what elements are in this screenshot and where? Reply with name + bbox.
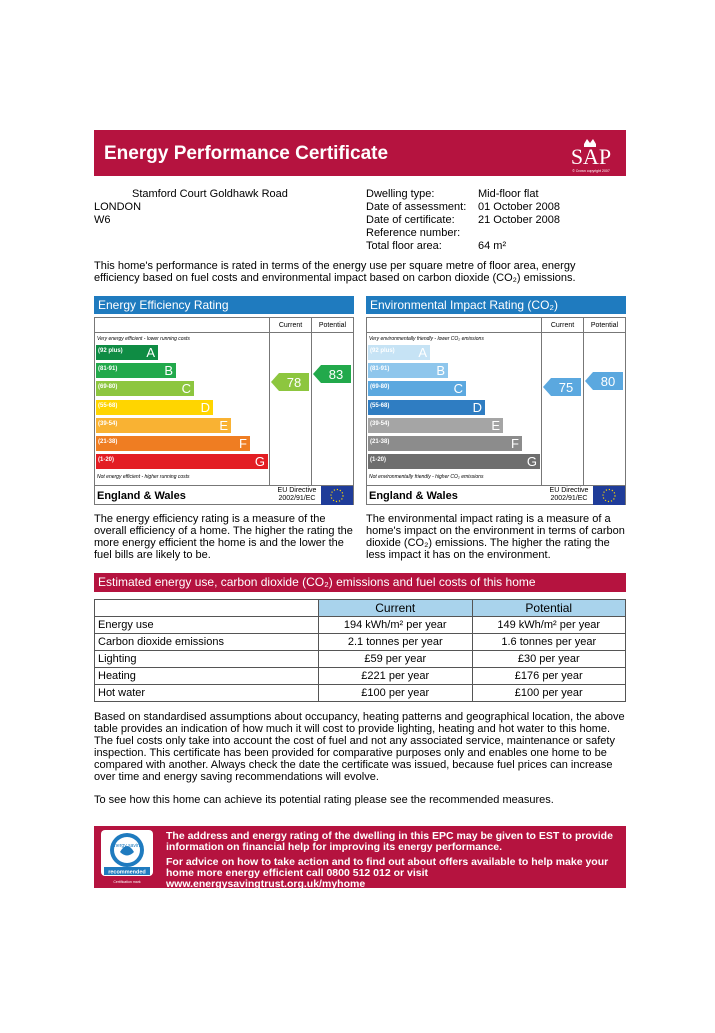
table-header-current: Current [319,600,473,617]
band-range: (92 plus) [98,348,123,354]
environment-potential-value: 80 [600,374,616,389]
est-banner-text-2: For advice on how to take action and to find out about offers available to help make your home more energy efficient call 0800 512 012 or visit www.energysavingtrust.org.uk/myhome [166,856,609,890]
reference-number-label: Reference number: [366,227,461,239]
rating-band-f [368,436,522,451]
rating-band-c [96,381,194,396]
efficiency-panel-title: Energy Efficiency Rating [94,296,354,314]
page-title: Energy Performance Certificate [104,143,389,164]
band-letter: E [491,417,500,433]
floor-area-value: 64 m² [478,240,507,252]
table-row [95,651,626,668]
band-range: (39-54) [98,420,118,427]
row-current: 2.1 tonnes per year [319,634,473,651]
rating-band-b [96,363,176,378]
row-potential: £100 per year [472,685,626,702]
table-row [95,617,626,634]
certificate-date-label: Date of certificate: [366,214,455,226]
intro-text: This home's performance is rated in terms of the energy use per square metre of floor area, energy efficiency based on fuel costs and environmental impact based on carbon dioxide (CO₂) emissions. [94,260,576,284]
divider [583,318,584,486]
address-line-3: W6 [94,214,111,226]
environment-description: The environmental impact rating is a measure of a home's impact on the environment in terms of carbon dioxide (CO₂) emissions. The higher the rating the less impact it has on the environment. [366,513,625,561]
environment-current-marker [543,378,583,401]
rating-band-g [368,454,540,469]
potential-column-header: Potential [590,322,619,329]
assessment-date-label: Date of assessment: [366,201,467,213]
band-range: (81-91) [370,366,390,373]
row-label: Energy use [95,617,319,634]
band-range: (1-20) [370,457,387,464]
band-range: (69-80) [98,384,118,391]
recommended-measures-text: To see how this home can achieve its potential rating please see the recommended measures. [94,794,554,806]
band-letter: C [181,381,191,397]
logo-caption: Certification mark [113,880,141,884]
environment-potential-marker [585,372,625,395]
top-note: Very environmentally friendly - lower CO₂ emissions [369,336,484,342]
assessment-date-value: 01 October 2008 [478,201,560,213]
row-label: Carbon dioxide emissions [95,634,319,651]
table-row [95,668,626,685]
table-row [95,685,626,702]
band-range: (1-20) [98,457,115,464]
floor-area-label: Total floor area: [366,240,442,252]
efficiency-potential-value: 83 [328,367,344,382]
row-current: £59 per year [319,651,473,668]
band-letter: G [254,454,265,470]
est-banner-text-1: The address and energy rating of the dwelling in this EPC may be given to EST to provide information on financial help for improving its energy performance. [166,830,613,853]
efficiency-potential-marker [313,365,353,388]
efficiency-current-value: 78 [286,375,302,390]
top-note: Very energy efficient - lower running costs [97,336,190,342]
energy-saving-recommended-logo [98,828,156,886]
efficiency-panel [94,317,354,505]
environment-band-list [367,318,541,486]
certificate-date-value: 21 October 2008 [478,214,560,226]
row-label: Hot water [95,685,319,702]
row-potential: £176 per year [472,668,626,685]
logo-bottom-text: recommended [108,869,146,876]
row-label: Heating [95,668,319,685]
band-letter: G [526,454,537,470]
rating-band-e [368,418,503,433]
dwelling-type-value: Mid-floor flat [478,188,539,200]
rating-band-a [368,345,430,360]
band-range: (92 plus) [370,348,395,354]
dwelling-type-label: Dwelling type: [366,188,435,200]
estimates-table [94,599,626,702]
divider [269,318,270,486]
band-range: (55-68) [98,402,118,409]
bottom-note: Not environmentally friendly - higher CO₂ emissions [369,474,484,480]
band-letter: B [436,363,445,379]
rating-band-a [96,345,158,360]
environment-panel-title: Environmental Impact Rating (CO₂) [366,296,626,314]
environment-region: England & Wales [369,490,458,502]
band-letter: C [453,381,463,397]
environment-directive: EU Directive 2002/91/EC [549,487,589,502]
eu-flag-icon [321,486,353,505]
current-column-header: Current [278,322,303,329]
row-potential: £30 per year [472,651,626,668]
band-letter: A [146,345,155,360]
band-range: (81-91) [98,366,118,373]
efficiency-band-list [95,318,269,486]
band-letter: D [472,399,482,415]
environment-panel [366,317,626,505]
band-letter: F [511,436,519,451]
divider [311,318,312,486]
logo-top-text: energy saving [111,843,143,849]
address-line-1: Stamford Court Goldhawk Road [132,188,288,200]
efficiency-directive: EU Directive 2002/91/EC [277,487,317,502]
band-letter: B [164,363,173,379]
row-current: £100 per year [319,685,473,702]
rating-band-c [368,381,466,396]
sap-logo-caption: © Crown copyright 2007 [572,169,610,173]
row-current: £221 per year [319,668,473,685]
band-range: (21-38) [98,439,118,445]
rating-band-d [96,400,213,415]
eu-flag-icon [593,486,625,505]
row-potential: 149 kWh/m² per year [472,617,626,634]
estimates-heading: Estimated energy use, carbon dioxide (CO₂) emissions and fuel costs of this home [94,573,626,592]
bottom-note: Not energy efficient - higher running costs [97,474,190,480]
efficiency-current-marker [271,373,311,396]
current-column-header: Current [550,322,575,329]
table-row [95,634,626,651]
efficiency-description: The energy efficiency rating is a measure of the overall efficiency of a home. The higher the rating the more energy efficient the home is and the lower the fuel bills are likely to be. [94,513,353,561]
band-range: (21-38) [370,439,390,445]
address-line-2: LONDON [94,201,142,213]
band-letter: A [418,345,427,360]
band-range: (69-80) [370,384,390,391]
potential-column-header: Potential [318,322,347,329]
band-range: (55-68) [370,402,390,409]
sap-logo-text: SAP [570,144,612,169]
rating-band-g [96,454,268,469]
row-label: Lighting [95,651,319,668]
efficiency-region: England & Wales [97,490,186,502]
row-potential: 1.6 tonnes per year [472,634,626,651]
table-header-row [95,600,626,617]
divider [541,318,542,486]
rating-band-d [368,400,485,415]
rating-band-b [368,363,448,378]
band-letter: E [219,417,228,433]
rating-band-f [96,436,250,451]
row-current: 194 kWh/m² per year [319,617,473,634]
assumptions-text: Based on standardised assumptions about occupancy, heating patterns and geographical location, the above table provides an indication of how much it will cost to provide lighting, heating and hot water to this home. The fuel costs only take into account the cost of fuel and not any associated service, maintenance or safety inspection. This certificate has been provided for comparative purposes only and enables one home to be compared with another. Always check the date the certificate was issued, because fuel prices can increase over time and energy saving recommendations will evolve. [94,711,625,783]
rating-band-e [96,418,231,433]
table-header-blank [95,600,319,617]
environment-current-value: 75 [558,380,574,395]
band-range: (39-54) [370,420,390,427]
sap-logo [560,134,622,174]
estimates-table-body [95,617,626,702]
band-letter: D [200,399,210,415]
band-letter: F [239,436,247,451]
table-header-potential: Potential [472,600,626,617]
